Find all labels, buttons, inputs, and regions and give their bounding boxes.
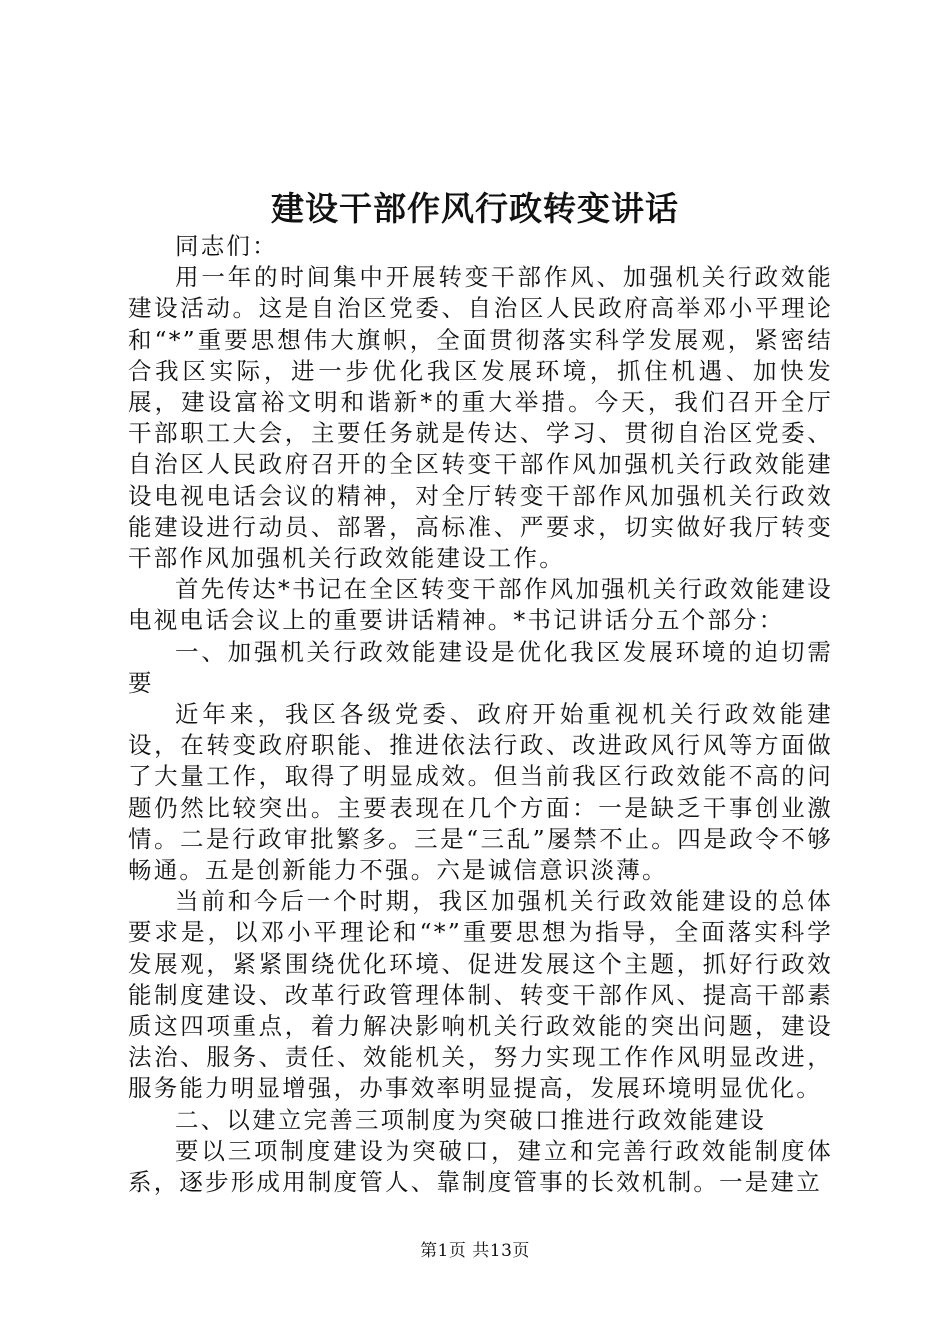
document-title: 建设干部作风行政转变讲话 [271, 189, 679, 228]
page-number-footer: 第1页 共13页 [420, 1241, 530, 1261]
paragraph: 当前和今后一个时期，我区加强机关行政效能建设的总体要求是，以邓小平理论和“*”重要思想为指导，全面落实科学发展观，紧紧围绕优化环境、促进发展这个主题，抓好行政效能制度建设、改革行政管理体制、转变干部作风、提高干部素质这四项重点，着力解决影响机关行政效能的突出问题，建设法治、服务、责任、效能机关，努力实现工作作风明显改进，服务能力明显增强，办事效率明显提高，发展环境明显优化。 [128, 887, 833, 1103]
section-heading: 二、以建立完善三项制度为突破口推进行政效能建设 [175, 1105, 767, 1134]
paragraph: 近年来，我区各级党委、政府开始重视机关行政效能建设，在转变政府职能、推进依法行政、改进政风行风等方面做了大量工作，取得了明显成效。但当前我区行政效能不高的问题仍然比较突出。主要表现在几个方面：一是缺乏干事创业激情。二是行政审批繁多。三是“三乱”屡禁不止。四是政令不够畅通。五是创新能力不强。六是诚信意识淡薄。 [128, 700, 833, 885]
paragraph: 要以三项制度建设为突破口，建立和完善行政效能制度体系，逐步形成用制度管人、靠制度管事的长效机制。一是建立 [128, 1136, 833, 1197]
paragraph: 首先传达*书记在全区转变干部作风加强机关行政效能建设电视电话会议上的重要讲话精神。*书记讲话分五个部分： [128, 575, 833, 635]
document-body [128, 231, 833, 1198]
section-heading: 一、加强机关行政效能建设是优化我区发展环境的迫切需要 [128, 637, 833, 697]
salutation: 同志们： [175, 232, 278, 260]
paragraph: 用一年的时间集中开展转变干部作风、加强机关行政效能建设活动。这是自治区党委、自治区人民政府高举邓小平理论和“*”重要思想伟大旗帜，全面贯彻落实科学发展观，紧密结合我区实际，进一步优化我区发展环境，抓住机遇、加快发展，建设富裕文明和谐新*的重大举措。今天，我们召开全厅干部职工大会，主要任务就是传达、学习、贯彻自治区党委、自治区人民政府召开的全区转变干部作风加强机关行政效能建设电视电话会议的精神，对全厅转变干部作风加强机关行政效能建设进行动员、部署，高标准、严要求，切实做好我厅转变干部作风加强机关行政效能建设工作。 [128, 263, 833, 573]
